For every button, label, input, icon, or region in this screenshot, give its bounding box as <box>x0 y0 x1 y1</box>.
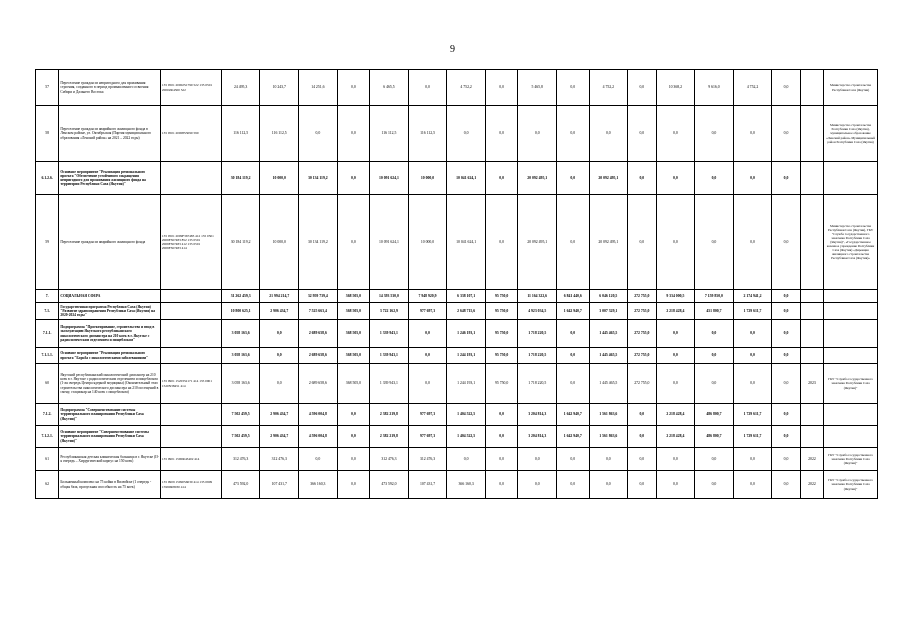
row-name: Подпрограмма "Совершенствование системы территориального планирования Республики Саха (Якутия)" <box>59 404 161 426</box>
budget-codes <box>160 290 221 303</box>
y2022-regional: 1 445 465,5 <box>589 320 628 348</box>
y2023-regional: 0,0 <box>733 162 772 195</box>
y2022-other: 0,0 <box>628 448 656 471</box>
y2021-other: 0,0 <box>485 471 518 499</box>
y2021-other: 0,0 <box>485 70 518 106</box>
total-all: 312 476,3 <box>221 448 260 471</box>
total-federal: 107 431,7 <box>260 471 299 499</box>
y2023-regional: 0,0 <box>733 106 772 162</box>
y2022-other: 0,0 <box>628 162 656 195</box>
budget-codes: 135 0901 1520352171 414 135 0901 1520N38451 414 <box>160 364 221 404</box>
responsible-executor <box>824 348 878 364</box>
y2022-regional: 20 092 495,1 <box>589 195 628 290</box>
y2022-regional: 3 007 329,1 <box>589 303 628 320</box>
budget-codes: 135 0501 20008S5090 590 <box>160 106 221 162</box>
y2022-regional: 6 046 120,5 <box>589 290 628 303</box>
y2022-other: 272 755,0 <box>628 320 656 348</box>
budget-codes <box>160 426 221 448</box>
row-number: 7.1.2.1. <box>36 426 59 448</box>
y2022-regional: 20 092 495,1 <box>589 162 628 195</box>
y2022-federal: 0,0 <box>557 195 590 290</box>
total-all: 3 058 163,6 <box>221 320 260 348</box>
total-other: 368 505,0 <box>337 303 370 320</box>
total-other: 0,0 <box>337 471 370 499</box>
y2021-federal: 0,0 <box>408 348 447 364</box>
y2022-other: 0,0 <box>628 471 656 499</box>
y2021-other: 0,0 <box>485 426 518 448</box>
y2021-all: 1 339 943,1 <box>370 364 409 404</box>
row-number: 7. <box>36 290 59 303</box>
y2022-regional: 1 445 465,5 <box>589 348 628 364</box>
y2023-federal: 0,0 <box>695 448 734 471</box>
y2022-federal: 1 642 940,7 <box>557 426 590 448</box>
y2022-all: 20 092 495,1 <box>518 195 557 290</box>
total-other: 368 505,0 <box>337 364 370 404</box>
y2022-federal: 0,0 <box>557 348 590 364</box>
completion-year <box>800 303 823 320</box>
row-number: 7.1.1. <box>36 320 59 348</box>
completion-year <box>800 404 823 426</box>
responsible-executor <box>824 303 878 320</box>
row-name: СОЦИАЛЬНАЯ СФЕРА <box>59 290 161 303</box>
y2023-all: 2 218 428,4 <box>656 303 695 320</box>
completion-year: 2023 <box>800 364 823 404</box>
y2023-federal: 0,0 <box>695 348 734 364</box>
y2022-other: 272 755,0 <box>628 364 656 404</box>
table-row <box>36 404 878 426</box>
total-regional: 366 160,3 <box>299 471 338 499</box>
y2021-federal: 977 697,3 <box>408 303 447 320</box>
total-other: 0,0 <box>337 195 370 290</box>
y2023-other: 0,0 <box>772 348 800 364</box>
budget-codes: 135 0501 20002S1790 522 135 0501 20002Ф4300 522 <box>160 70 221 106</box>
y2022-federal: 0,0 <box>557 448 590 471</box>
y2021-regional: 366 160,3 <box>447 471 486 499</box>
y2021-regional: 1 404 522,5 <box>447 426 486 448</box>
y2023-all: 0,0 <box>656 106 695 162</box>
responsible-executor <box>824 290 878 303</box>
y2021-federal: 312 476,3 <box>408 448 447 471</box>
y2021-other: 95 750,0 <box>485 320 518 348</box>
row-name: Подпрограмма "Проектирование, строительство и ввод в эксплуатацию Якутского республиканского онкологического диспансера на 210 коек в г. Якутске с радиологическим отделением и пищеблоком" <box>59 320 161 348</box>
total-regional: 14 251,6 <box>299 70 338 106</box>
row-name: Основное мероприятие "Реализация регионального проекта "Обеспечение устойчивого сокращения непригодного для проживания жилищного фонда на территории Республики Саха (Якутия)" <box>59 162 161 195</box>
total-all: 24 495,3 <box>221 70 260 106</box>
total-other: 0,0 <box>337 106 370 162</box>
row-name: Больничный комплекс на 75 койки в Вилюйске (1 очередь - общая база, пропускная способность на 75 коек) <box>59 471 161 499</box>
y2023-all: 0,0 <box>656 162 695 195</box>
financing-table <box>35 69 878 499</box>
completion-year <box>800 70 823 106</box>
table-row <box>36 290 878 303</box>
y2021-regional: 6 338 107,1 <box>447 290 486 303</box>
y2022-other: 272 755,0 <box>628 303 656 320</box>
budget-codes <box>160 320 221 348</box>
y2021-federal: 977 697,3 <box>408 426 447 448</box>
table-row <box>36 471 878 499</box>
y2023-regional: 0,0 <box>733 471 772 499</box>
y2023-federal: 0,0 <box>695 320 734 348</box>
table-row <box>36 320 878 348</box>
y2022-all: 1 718 220,5 <box>518 348 557 364</box>
y2022-federal: 0,0 <box>557 162 590 195</box>
budget-codes: 135 0901 1590Ф43402 414 <box>160 448 221 471</box>
total-other: 368 505,0 <box>337 320 370 348</box>
y2021-regional: 1 246 193,1 <box>447 320 486 348</box>
y2023-all: 0,0 <box>656 320 695 348</box>
y2021-other: 0,0 <box>485 195 518 290</box>
y2021-federal: 0,0 <box>408 70 447 106</box>
budget-codes <box>160 303 221 320</box>
table-row <box>36 364 878 404</box>
y2021-other: 0,0 <box>485 404 518 426</box>
completion-year <box>800 195 823 290</box>
y2023-other: 0,0 <box>772 471 800 499</box>
completion-year: 2022 <box>800 448 823 471</box>
y2023-regional: 4 752,2 <box>733 70 772 106</box>
responsible-executor: ГКУ "Служба государственного заказчика Республики Саха (Якутия)" <box>824 364 878 404</box>
responsible-executor <box>824 426 878 448</box>
total-other: 0,0 <box>337 70 370 106</box>
total-federal: 116 112,5 <box>260 106 299 162</box>
responsible-executor: Министерство строительства Республики Саха (Якутия), муниципальное образование «Ленский район» Муниципальный район Республики Саха (Якутия) <box>824 106 878 162</box>
y2022-regional: 0,0 <box>589 471 628 499</box>
y2022-other: 0,0 <box>628 70 656 106</box>
row-number: 7.1. <box>36 303 59 320</box>
table-row <box>36 348 878 364</box>
budget-codes <box>160 404 221 426</box>
total-regional: 2 689 658,6 <box>299 348 338 364</box>
y2023-federal: 0,0 <box>695 162 734 195</box>
row-name: Якутский республиканский онкологический диспансер на 210 коек в г. Якутске с радиологическим отделением и пищеблоком (1-ая очередь Центра ядерной медицины) (Окончательный этап строительства онкологического диспансера на 210 посещений в смену, стационар на 140 коек с пищеблоком) <box>59 364 161 404</box>
total-other: 0,0 <box>337 448 370 471</box>
y2021-all: 10 091 624,1 <box>370 195 409 290</box>
y2022-all: 20 092 495,1 <box>518 162 557 195</box>
y2021-other: 0,0 <box>485 448 518 471</box>
y2021-all: 10 091 624,1 <box>370 162 409 195</box>
total-federal: 10 000,0 <box>260 195 299 290</box>
total-other: 368 505,0 <box>337 348 370 364</box>
y2023-all: 0,0 <box>656 348 695 364</box>
table-row <box>36 195 878 290</box>
y2023-all: 0,0 <box>656 195 695 290</box>
y2021-other: 95 750,0 <box>485 290 518 303</box>
y2023-regional: 2 174 941,2 <box>733 290 772 303</box>
y2022-all: 1 718 220,5 <box>518 364 557 404</box>
y2022-federal: 0,0 <box>557 320 590 348</box>
y2023-federal: 0,0 <box>695 471 734 499</box>
responsible-executor <box>824 404 878 426</box>
y2022-other: 0,0 <box>628 426 656 448</box>
y2021-all: 312 476,3 <box>370 448 409 471</box>
row-number: 7.1.2. <box>36 404 59 426</box>
total-federal: 10 000,0 <box>260 162 299 195</box>
y2021-all: 116 112,5 <box>370 106 409 162</box>
y2021-all: 2 382 219,8 <box>370 404 409 426</box>
y2023-federal: 486 800,7 <box>695 404 734 426</box>
y2023-regional: 0,0 <box>733 320 772 348</box>
y2022-regional: 1 561 863,6 <box>589 404 628 426</box>
row-name: Основное мероприятие "Реализация регионального проекта "Борьба с онкологическими заболеваниями" <box>59 348 161 364</box>
table-row <box>36 106 878 162</box>
y2023-regional: 0,0 <box>733 195 772 290</box>
y2021-federal: 977 697,3 <box>408 404 447 426</box>
completion-year: 2022 <box>800 471 823 499</box>
y2022-regional: 1 445 465,5 <box>589 364 628 404</box>
total-all: 30 184 119,2 <box>221 162 260 195</box>
y2023-federal: 9 616,0 <box>695 70 734 106</box>
total-federal: 0,0 <box>260 364 299 404</box>
y2023-federal: 0,0 <box>695 106 734 162</box>
page-number: 9 <box>450 44 455 55</box>
total-all: 3 058 163,6 <box>221 348 260 364</box>
row-number: 7.1.1.1. <box>36 348 59 364</box>
row-number: 57 <box>36 70 59 106</box>
y2021-regional: 0,0 <box>447 448 486 471</box>
y2021-federal: 10 000,0 <box>408 162 447 195</box>
budget-codes: 135 0501 2009F367483 412 135 0501 2009F367483 852 135 0501 2009F367483 412 135 0501 2009F367483 414 <box>160 195 221 290</box>
y2021-regional: 10 041 624,1 <box>447 162 486 195</box>
total-all: 10 800 625,1 <box>221 303 260 320</box>
table-row <box>36 162 878 195</box>
y2022-federal: 0,0 <box>557 471 590 499</box>
y2023-all: 0,0 <box>656 448 695 471</box>
y2021-other: 95 750,0 <box>485 348 518 364</box>
y2023-other: 0,0 <box>772 320 800 348</box>
y2023-other: 0,0 <box>772 404 800 426</box>
total-regional: 32 959 739,4 <box>299 290 338 303</box>
row-number: 60 <box>36 364 59 404</box>
total-other: 0,0 <box>337 426 370 448</box>
total-federal: 312 476,3 <box>260 448 299 471</box>
y2022-federal: 0,0 <box>557 106 590 162</box>
total-federal: 2 906 434,7 <box>260 426 299 448</box>
y2023-other: 0,0 <box>772 290 800 303</box>
y2021-all: 14 393 530,0 <box>370 290 409 303</box>
total-federal: 2 906 434,7 <box>260 404 299 426</box>
table-row <box>36 448 878 471</box>
y2021-other: 95 750,0 <box>485 303 518 320</box>
y2021-regional: 10 041 624,1 <box>447 195 486 290</box>
total-regional: 2 689 658,6 <box>299 364 338 404</box>
completion-year <box>800 290 823 303</box>
row-number: 61 <box>36 448 59 471</box>
budget-codes: 135 0909 15990S6030 414 135 0909 15990Ф8030 414 <box>160 471 221 499</box>
y2023-federal: 7 159 850,0 <box>695 290 734 303</box>
y2023-federal: 451 800,7 <box>695 303 734 320</box>
responsible-executor <box>824 320 878 348</box>
y2023-regional: 0,0 <box>733 448 772 471</box>
y2022-regional: 4 752,2 <box>589 70 628 106</box>
y2021-all: 2 382 219,8 <box>370 426 409 448</box>
row-name: Переселение граждан из аварийного жилищного фонда <box>59 195 161 290</box>
y2021-all: 6 465,5 <box>370 70 409 106</box>
y2023-all: 0,0 <box>656 364 695 404</box>
budget-codes <box>160 348 221 364</box>
responsible-executor: ГКУ "Служба государственного заказчика Республики Саха (Якутия)" <box>824 448 878 471</box>
y2023-other: 0,0 <box>772 364 800 404</box>
responsible-executor: Министерство строительства Республики Саха (Якутия) <box>824 70 878 106</box>
row-name: Переселение граждан из аварийного жилищного фонда в Ленском районе, ул. Октябрьская (Партия муниципального образования «Ленский район» на 2021 – 2022 годы) <box>59 106 161 162</box>
completion-year <box>800 162 823 195</box>
y2022-all: 4 923 034,5 <box>518 303 557 320</box>
total-regional: 30 134 119,2 <box>299 162 338 195</box>
responsible-executor: Министерство строительства Республики Саха (Якутия), ГКУ "Служба государственного заказчика Республики Саха (Якутия)", «Государственное казенное учреждение Республики Саха (Якутия) «Дирекция жилищного строительства Республики Саха (Якутия)» <box>824 195 878 290</box>
y2021-regional: 1 244 193,1 <box>447 364 486 404</box>
y2021-other: 95 750,0 <box>485 364 518 404</box>
y2023-all: 10 368,2 <box>656 70 695 106</box>
y2023-all: 9 334 000,5 <box>656 290 695 303</box>
table-body <box>36 70 878 499</box>
total-federal: 0,0 <box>260 320 299 348</box>
total-all: 473 592,0 <box>221 471 260 499</box>
total-regional: 7 525 663,4 <box>299 303 338 320</box>
total-other: 368 505,0 <box>337 290 370 303</box>
y2021-all: 473 592,0 <box>370 471 409 499</box>
y2021-regional: 0,0 <box>447 106 486 162</box>
total-all: 7 502 459,5 <box>221 404 260 426</box>
total-all: 116 112,5 <box>221 106 260 162</box>
total-all: 7 502 459,5 <box>221 426 260 448</box>
table-row <box>36 303 878 320</box>
y2023-all: 0,0 <box>656 471 695 499</box>
y2022-federal: 0,0 <box>557 70 590 106</box>
total-all: 3 058 163,6 <box>221 364 260 404</box>
y2022-regional: 0,0 <box>589 448 628 471</box>
completion-year <box>800 426 823 448</box>
y2022-other: 0,0 <box>628 195 656 290</box>
y2023-other: 0,0 <box>772 303 800 320</box>
total-federal: 0,0 <box>260 348 299 364</box>
total-other: 0,0 <box>337 404 370 426</box>
completion-year <box>800 106 823 162</box>
y2022-regional: 0,0 <box>589 106 628 162</box>
total-federal: 10 243,7 <box>260 70 299 106</box>
row-name: Республиканская детская клиническая больница в г. Якутске (II-я очередь – Хирургический корпус на 150 коек) <box>59 448 161 471</box>
y2021-federal: 10 000,0 <box>408 195 447 290</box>
y2022-all: 3 204 814,3 <box>518 426 557 448</box>
total-federal: 2 906 434,7 <box>260 303 299 320</box>
row-number: 62 <box>36 471 59 499</box>
row-name: Основное мероприятие "Совершенствование системы территориального планирования Республики Саха (Якутия)" <box>59 426 161 448</box>
y2022-all: 3 204 814,3 <box>518 404 557 426</box>
row-name: Государственная программа Республики Саха (Якутия) "Развитие здравоохранения Республики Саха (Якутия) на 2020-2024 годы" <box>59 303 161 320</box>
y2021-federal: 0,0 <box>408 364 447 404</box>
y2022-all: 0,0 <box>518 471 557 499</box>
total-regional: 4 596 004,8 <box>299 426 338 448</box>
row-number: 58 <box>36 106 59 162</box>
y2023-regional: 0,0 <box>733 348 772 364</box>
row-number: 59 <box>36 195 59 290</box>
y2023-other: 0,0 <box>772 426 800 448</box>
table-row <box>36 426 878 448</box>
y2023-federal: 0,0 <box>695 195 734 290</box>
total-federal: 21 994 214,7 <box>260 290 299 303</box>
y2023-all: 2 218 428,4 <box>656 426 695 448</box>
y2023-other: 0,0 <box>772 106 800 162</box>
y2021-other: 0,0 <box>485 162 518 195</box>
completion-year <box>800 348 823 364</box>
responsible-executor <box>824 162 878 195</box>
total-regional: 30 134 119,2 <box>299 195 338 290</box>
y2022-all: 5 465,8 <box>518 70 557 106</box>
y2023-other: 0,0 <box>772 162 800 195</box>
y2022-other: 0,0 <box>628 404 656 426</box>
y2022-all: 0,0 <box>518 448 557 471</box>
y2021-regional: 2 648 715,6 <box>447 303 486 320</box>
completion-year <box>800 320 823 348</box>
y2022-federal: 0,0 <box>557 364 590 404</box>
total-all: 31 262 459,3 <box>221 290 260 303</box>
y2022-other: 272 755,0 <box>628 290 656 303</box>
y2023-federal: 0,0 <box>695 364 734 404</box>
y2023-regional: 0,0 <box>733 364 772 404</box>
responsible-executor: ГКУ "Служба государственного заказчика Республики Саха (Якутия)" <box>824 471 878 499</box>
row-name: Переселение граждан из непригодного для проживания строения, созданного в период промышленного освоения Сибири и Дальнего Востока <box>59 70 161 106</box>
y2022-federal: 1 642 940,7 <box>557 303 590 320</box>
y2023-regional: 1 729 611,7 <box>733 404 772 426</box>
total-regional: 0,0 <box>299 106 338 162</box>
y2022-all: 1 718 220,5 <box>518 320 557 348</box>
y2021-federal: 7 948 920,9 <box>408 290 447 303</box>
y2021-federal: 0,0 <box>408 320 447 348</box>
y2022-other: 0,0 <box>628 106 656 162</box>
y2023-federal: 486 800,7 <box>695 426 734 448</box>
y2022-all: 0,0 <box>518 106 557 162</box>
y2021-regional: 1 404 522,5 <box>447 404 486 426</box>
y2021-federal: 107 431,7 <box>408 471 447 499</box>
y2021-regional: 4 752,2 <box>447 70 486 106</box>
y2023-other: 0,0 <box>772 70 800 106</box>
y2022-regional: 1 561 863,6 <box>589 426 628 448</box>
total-all: 30 184 119,2 <box>221 195 260 290</box>
y2022-federal: 1 642 940,7 <box>557 404 590 426</box>
y2023-regional: 1 729 611,7 <box>733 426 772 448</box>
y2021-all: 1 339 943,1 <box>370 320 409 348</box>
y2021-federal: 116 112,5 <box>408 106 447 162</box>
y2022-all: 11 164 322,6 <box>518 290 557 303</box>
y2022-other: 272 755,0 <box>628 348 656 364</box>
y2023-all: 2 218 428,4 <box>656 404 695 426</box>
total-regional: 4 596 004,8 <box>299 404 338 426</box>
table-row <box>36 70 878 106</box>
y2021-other: 0,0 <box>485 106 518 162</box>
y2021-all: 1 339 943,1 <box>370 348 409 364</box>
y2021-all: 3 722 162,9 <box>370 303 409 320</box>
total-regional: 0,0 <box>299 448 338 471</box>
total-regional: 2 689 658,6 <box>299 320 338 348</box>
total-other: 0,0 <box>337 162 370 195</box>
y2023-other: 0,0 <box>772 195 800 290</box>
y2022-federal: 6 841 440,6 <box>557 290 590 303</box>
y2023-other: 0,0 <box>772 448 800 471</box>
y2021-regional: 1 244 193,1 <box>447 348 486 364</box>
y2023-regional: 1 729 611,7 <box>733 303 772 320</box>
row-number: 6.1.2.6. <box>36 162 59 195</box>
budget-codes <box>160 162 221 195</box>
